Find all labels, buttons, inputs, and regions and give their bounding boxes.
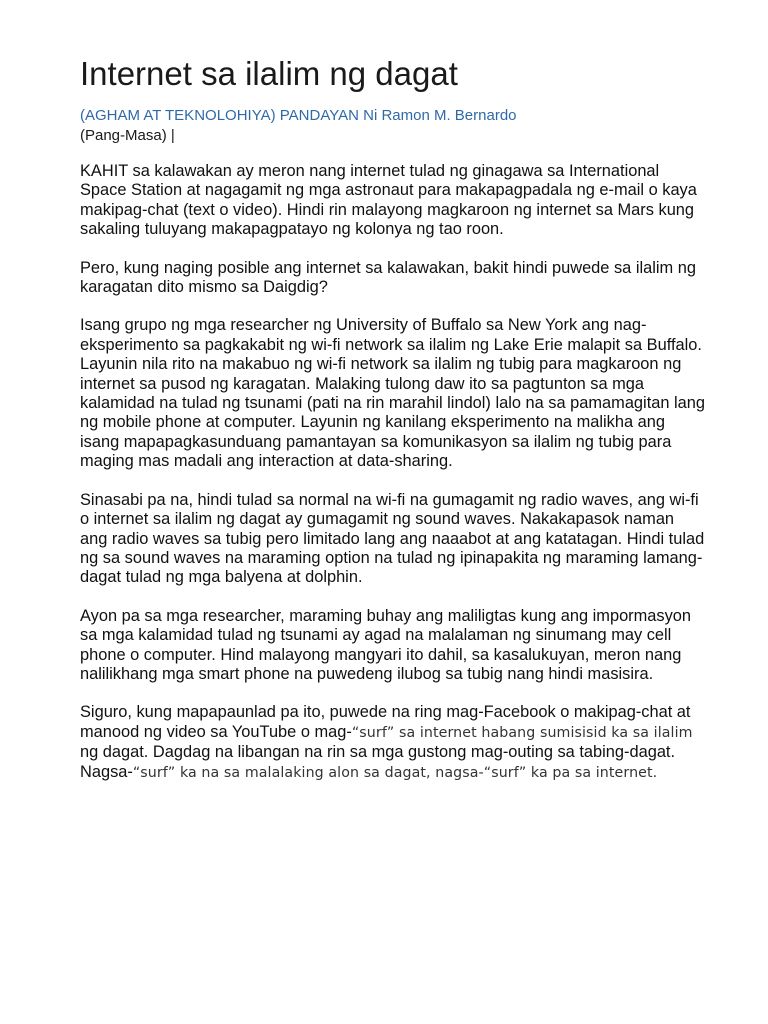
text-line: Sinasabi pa na, hindi tulad sa normal na wi-fi na gumagamit ng radio waves, ang wi-fi: [80, 490, 699, 509]
text-segment: manood ng video sa YouTube o mag-: [80, 722, 352, 741]
text-line: [80, 763, 708, 783]
text-segment-light: “surf” sa internet habang sumisisid ka sa ilalim: [351, 724, 693, 741]
text-line: KAHIT sa kalawakan ay meron nang internet tulad ng ginagawa sa International: [80, 162, 660, 180]
text-line: Space Station at nagagamit ng mga astronaut para makapagpadala ng e-mail o kaya: [80, 181, 697, 200]
article-title: Internet sa ilalim ng dagat: [80, 55, 458, 92]
text-line: makipag-chat (text o video). Hindi rin malayong magkaroon ng internet sa Mars kung: [80, 200, 695, 219]
text-line: Ayon pa sa mga researcher, maraming buhay ang maliligtas kung ang impormasyon: [80, 606, 692, 625]
text-line: dagat tulad ng mga balyena at dolphin.: [80, 568, 363, 587]
text-line: isang mapapagkasunduang pamantayan sa komunikasyon sa ilalim ng tubig para: [80, 432, 672, 451]
text-line: Isang grupo ng mga researcher ng University of Buffalo sa New York ang nag-: [80, 316, 647, 335]
article-byline: (AGHAM AT TEKNOLOHIYA) PANDAYAN Ni Ramon M. Bernardo: [80, 107, 517, 124]
text-line: o internet sa ilalim ng dagat ay gumagamit ng sound waves. Nakakapasok naman: [80, 510, 675, 529]
text-line: sa mga kalamidad tulad ng tsunami ay agad na malalaman ng sinumang may cell: [80, 626, 672, 645]
text-line: karagatan dito mismo sa Daigdig?: [80, 278, 328, 297]
text-line: kalamidad na tulad ng tsunami (pati na rin marahil lindol) lalo na sa pamamagitan lang: [80, 394, 706, 413]
text-segment-light: “surf” ka na sa malalaking alon sa dagat, nagsa-“surf” ka pa sa internet.: [132, 764, 658, 781]
text-line: ang radio waves sa tubig pero limitado lang ang naaabot at ang katatagan. Hindi tulad: [80, 529, 705, 548]
article-source: (Pang-Masa) |: [80, 127, 175, 144]
text-line: eksperimento sa pagkakabit ng wi-fi network sa ilalim ng Lake Erie malapit sa Buffalo.: [80, 335, 702, 354]
article-body: [80, 162, 708, 802]
text-line: phone o computer. Hind malayong mangyari ito dahil, sa kasalukuyan, meron nang: [80, 645, 682, 664]
text-line: Pero, kung naging posible ang internet sa kalawakan, bakit hindi puwede sa ilalim ng: [80, 258, 696, 277]
paragraph-3: [80, 316, 708, 471]
text-segment: Nagsa-: [80, 762, 133, 781]
paragraph-5: [80, 607, 708, 685]
text-line: nalilikhang mga smart phone na puwedeng ilubog sa tubig nang hindi masisira.: [80, 664, 654, 683]
text-line: ng sa sound waves na maraming option na tulad ng ipinapakita ng maraming lamang-: [80, 548, 703, 567]
text-line: ng dagat. Dagdag na libangan na rin sa mga gustong mag-outing sa tabing-dagat.: [80, 743, 676, 762]
text-line: sakaling tuluyang makapagpatayo ng kolonya ng tao roon.: [80, 220, 504, 239]
text-line: ng mobile phone at computer. Layunin ng kanilang eksperimento na malikha ang: [80, 413, 665, 432]
paragraph-2: [80, 259, 708, 298]
text-line: maging mas madali ang interaction at data-sharing.: [80, 452, 453, 471]
paragraph-4: [80, 491, 708, 588]
text-line: Layunin nila rito na makabuo ng wi-fi network sa ilalim ng tubig para magkaroon ng: [80, 355, 682, 374]
paragraph-6: [80, 703, 708, 783]
text-line: Siguro, kung mapapaunlad pa ito, puwede na ring mag-Facebook o makipag-chat at: [80, 703, 691, 722]
paragraph-1: [80, 162, 708, 240]
text-line: [80, 723, 708, 743]
text-line: internet sa pusod ng karagatan. Malaking tulong daw ito sa pagtunton sa mga: [80, 374, 645, 393]
